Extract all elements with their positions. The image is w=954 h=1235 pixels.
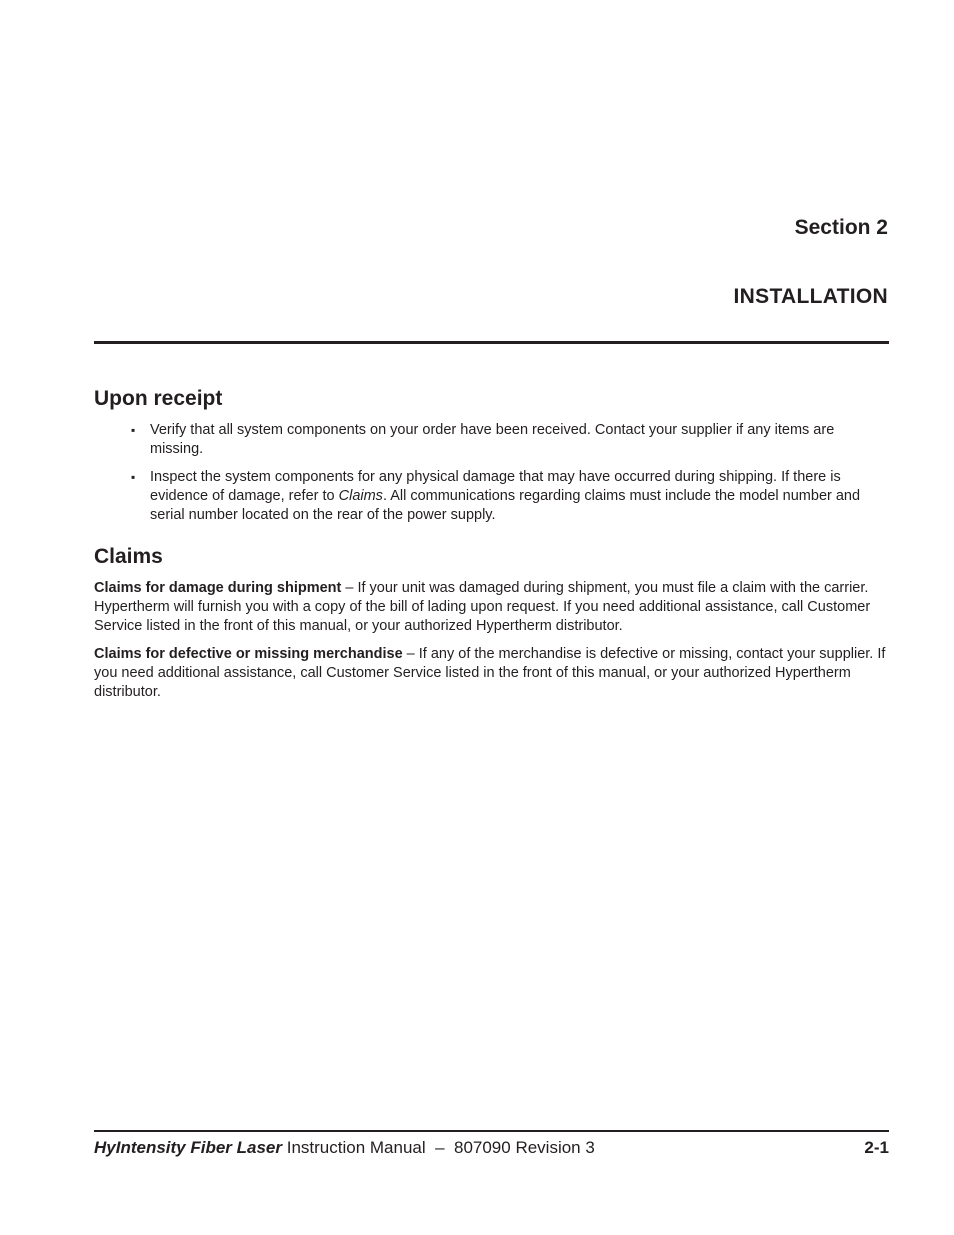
list-item-text: Inspect the system components for any physical damage that may have occurred during shipping. If there is evidence of damage, refer to: [150, 469, 841, 505]
claims-heading: Claims: [94, 545, 163, 569]
claim-text: – If any of the merchandise is defective or missing, contact your supplier. If you need additional assistance, call Customer Service listed in the front of this manual, or your authorized Hypertherm distributor.: [94, 646, 886, 701]
list-item: [131, 468, 889, 525]
list-item-text: Verify that all system components on your order have been received. Contact your supplier if any items are missing.: [150, 422, 835, 458]
footer-divider: [94, 1130, 889, 1132]
claim-paragraph: [94, 579, 889, 636]
claim-lead: Claims for defective or missing merchandise: [94, 646, 403, 663]
section-number: Section 2: [794, 216, 888, 239]
upon-receipt-list: [94, 421, 889, 525]
bullet-icon: ▪: [131, 470, 136, 485]
page-content: [94, 386, 889, 711]
claim-lead: Claims for damage during shipment: [94, 580, 342, 597]
claims-reference: Claims: [338, 488, 383, 505]
list-item: [131, 421, 889, 459]
claim-paragraph: [94, 645, 889, 702]
upon-receipt-heading: Upon receipt: [94, 387, 223, 410]
bullet-icon: ▪: [131, 423, 136, 438]
title-divider: [94, 341, 889, 344]
page-number: 2-1: [864, 1138, 889, 1157]
section-title: INSTALLATION: [733, 285, 888, 308]
list-item-text: . All communications regarding claims must include the model number and serial number located on the rear of the power supply.: [150, 488, 861, 524]
footer-product-name: HyIntensity Fiber Laser: [94, 1138, 283, 1157]
footer-manual-title: Instruction Manual – 807090 Revision 3: [282, 1138, 595, 1157]
footer-manual-info: [94, 1138, 595, 1158]
claim-text: – If your unit was damaged during shipment, you must file a claim with the carrier. Hypertherm will furnish you with a copy of the bill of lading upon request. If you need additional assistance, call Customer Service listed in the front of this manual, or your authorized Hypertherm distributor.: [94, 580, 871, 635]
